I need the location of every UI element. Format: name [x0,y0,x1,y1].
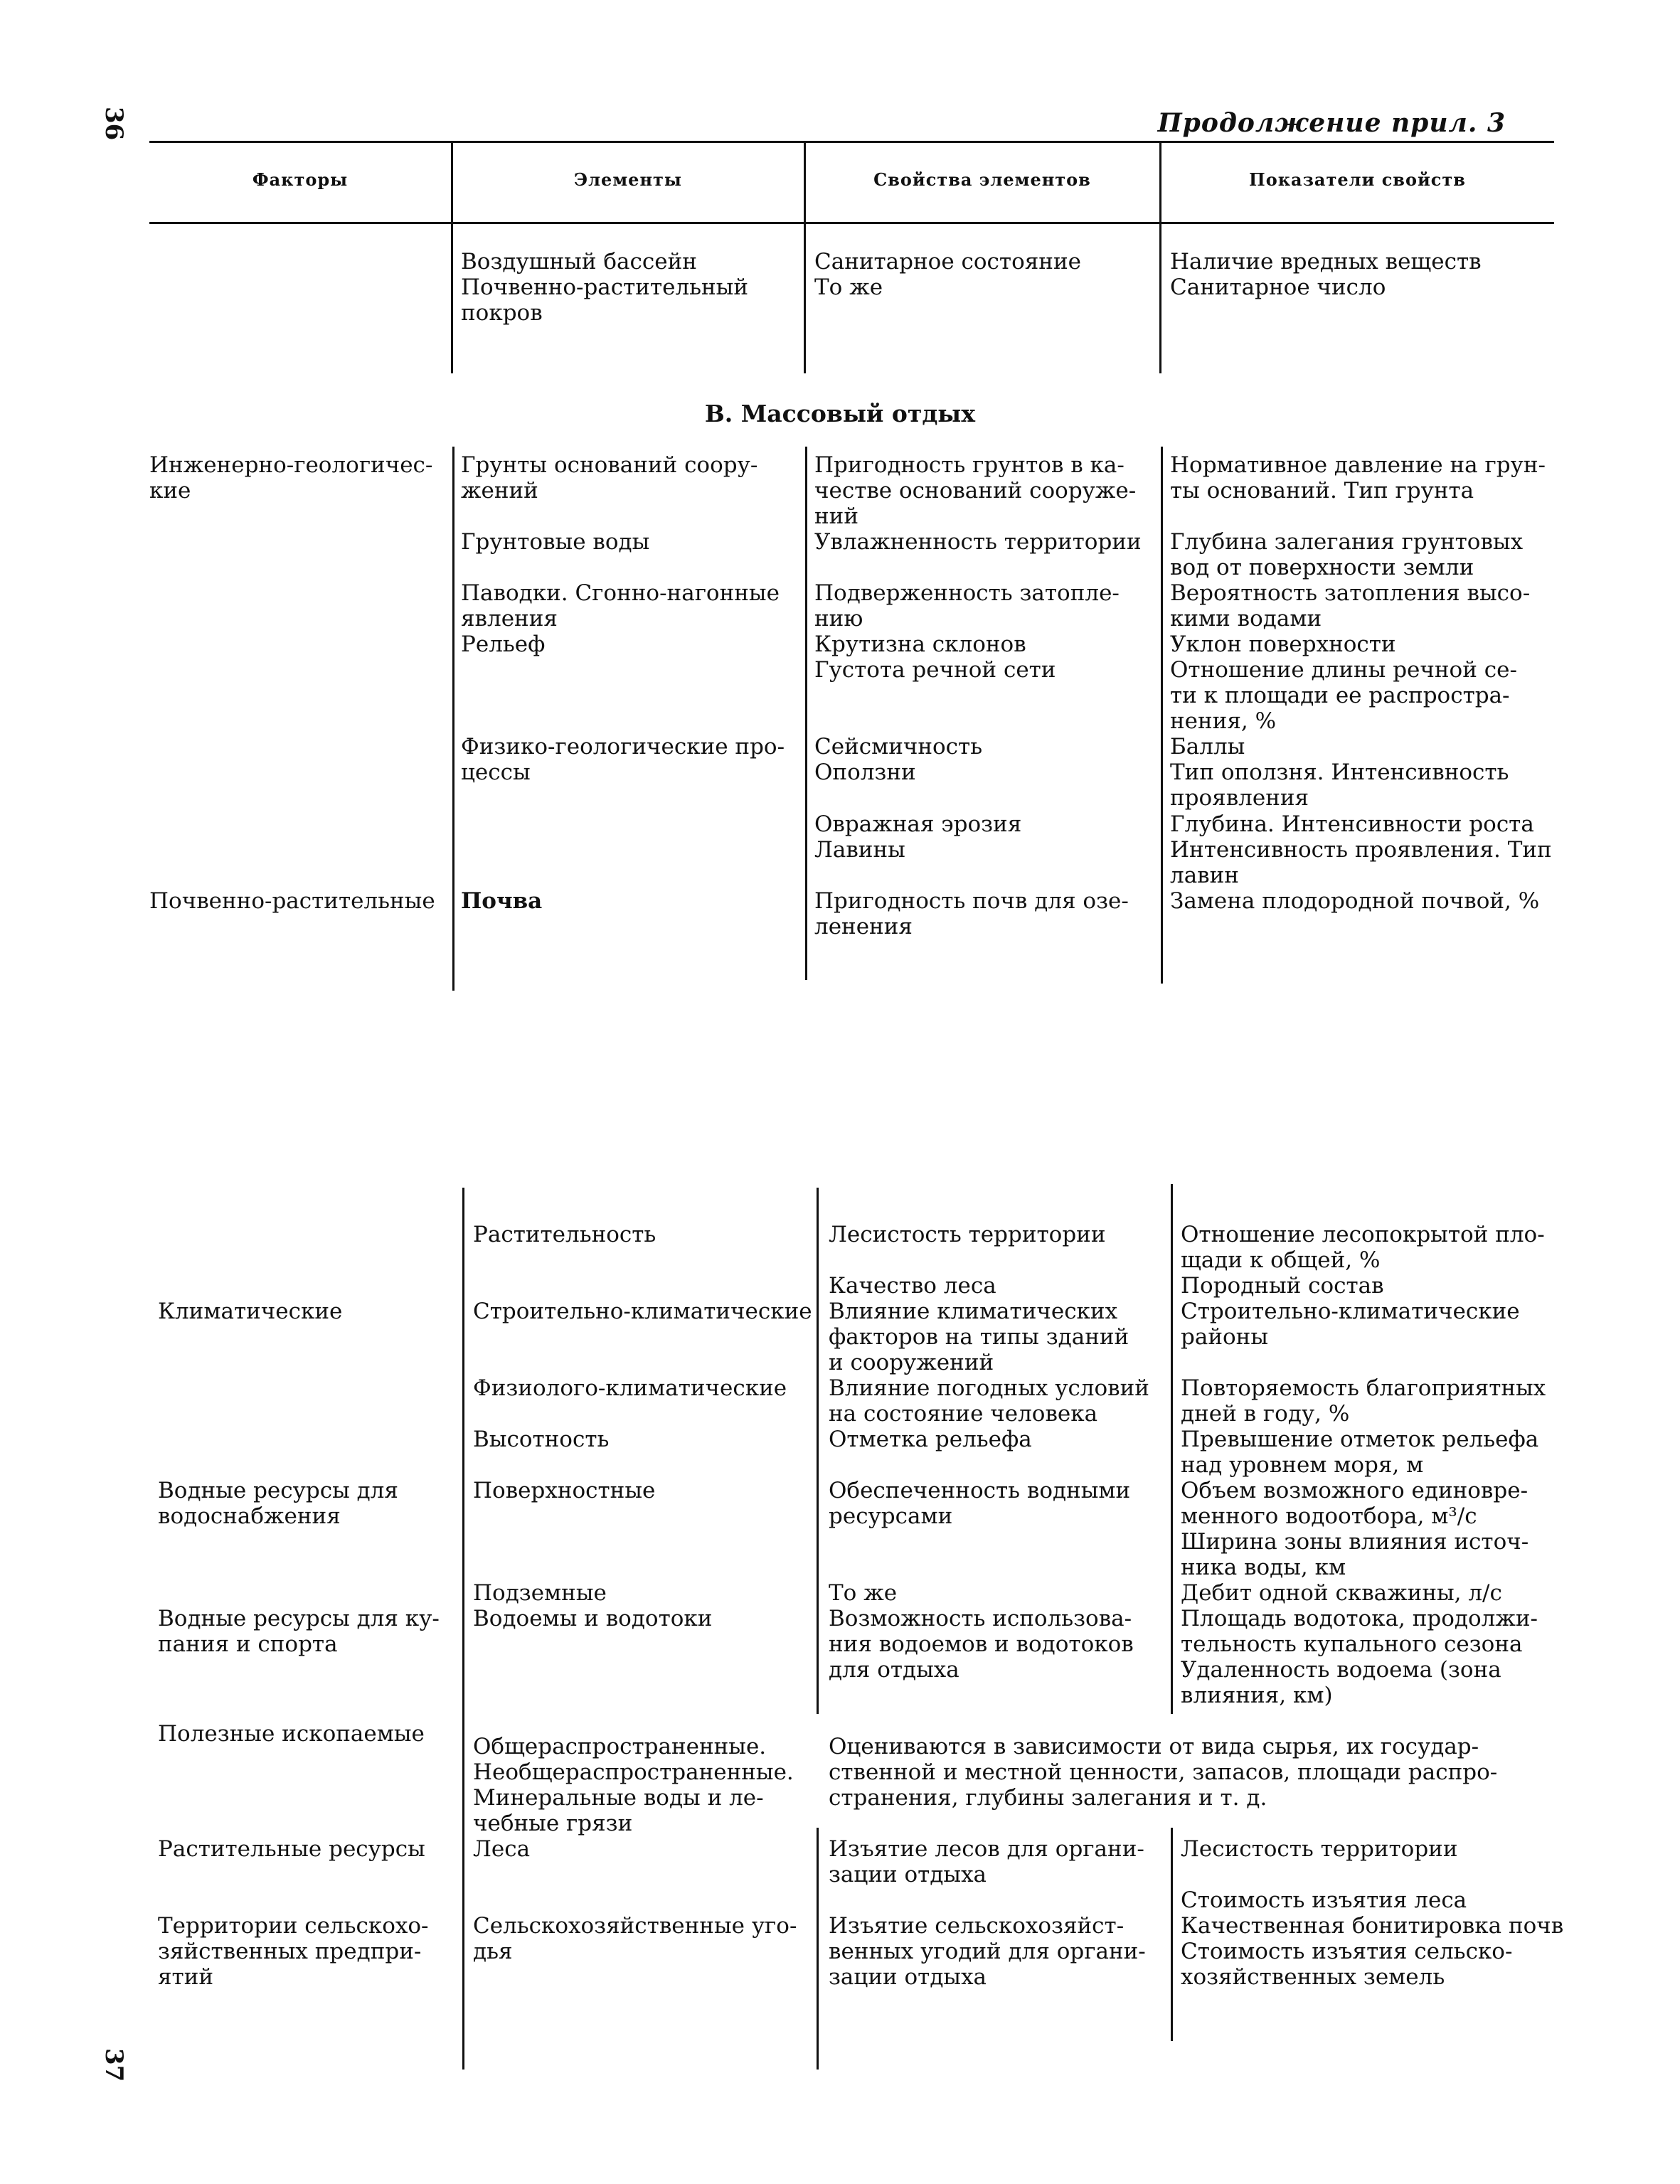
b-row7-property: Пригодность почв для озе- ленения [814,888,1129,939]
c-row11-property: Изъятие сельскохозяйст- венных угодий для органи- зации отдыха [829,1913,1146,1990]
b-row1-indicator: Нормативное давление на грун- ты оснований. Тип грунта [1170,452,1546,504]
b-row7-factor: Почвенно-растительные [149,888,435,914]
c-row8-property: Возможность использова- ния водоемов и водотоков для отдыха [829,1606,1134,1683]
bottom-divider-2-lower [817,1828,819,2070]
b-row5-element: Физико-геологические про- цессы [461,734,785,785]
c-row9-factor: Полезные ископаемые [158,1721,425,1747]
c-row4-element: Физиолого-климатические [473,1375,787,1401]
continuation-label: Продолжение прил. 3 [1157,108,1506,138]
top-divider-2 [804,224,806,373]
b-row1-property: Пригодность грунтов в ка- честве оснований сооруже- ний [814,452,1137,529]
b-row5-indicator: Баллы Тип оползня. Интенсивность проявления [1170,734,1509,811]
c-row10-property: Изъятие лесов для органи- зации отдыха [829,1836,1144,1887]
bottom-divider-1 [462,1188,464,2070]
section-title: В. Массовый отдых [704,400,976,427]
b-row5-property: Сейсмичность Оползни [814,734,983,785]
b-row1-element: Грунты оснований соору- жений [461,452,758,504]
c-row3-indicator: Строительно-климатические районы [1181,1299,1520,1350]
c-row2-property: Качество леса [829,1273,996,1299]
c-row3-property: Влияние климатических факторов на типы зданий и сооружений [829,1299,1129,1375]
page-number-bottom: 37 [100,2048,128,2082]
top-divider-1 [451,224,453,373]
b-row7-indicator: Замена плодородной почвой, % [1170,888,1540,914]
top-element: Воздушный бассейн Почвенно-растительный покров [461,249,749,326]
c-row10-factor: Растительные ресурсы [158,1836,425,1862]
c-row11-indicator: Качественная бонитировка почв Стоимость изъятия сельско- хозяйственных земель [1181,1913,1564,1990]
c-row10-element: Леса [473,1836,531,1862]
c-row6-property: Обеспеченность водными ресурсами [829,1478,1131,1529]
top-indicator: Наличие вредных веществ Санитарное число [1170,249,1482,300]
bottom-divider-3-upper [1171,1184,1173,1714]
header-indicators: Показатели свойств [1249,169,1466,190]
bottom-divider-2-upper [817,1188,819,1714]
c-row1-element: Растительность [473,1222,656,1247]
c-row1-indicator: Отношение лесопокрытой пло- щади к общей, % [1181,1222,1545,1273]
b-row4-property: Крутизна склонов Густота речной сети [814,632,1056,683]
b-row1-factor: Инженерно-геологичес- кие [149,452,433,504]
c-row10-indicator: Лесистость территории Стоимость изъятия леса [1181,1836,1467,1913]
header-top-rule [149,141,1554,143]
c-row7-element: Подземные [473,1580,607,1606]
c-row4-property: Влияние погодных условий на состояние человека [829,1375,1149,1427]
c-row8-factor: Водные ресурсы для ку- пания и спорта [158,1606,440,1657]
header-factors: Факторы [252,169,349,190]
c-row8-indicator: Площадь водотока, продолжи- тельность купального сезона Удаленность водоема (зона влияния, км) [1181,1606,1538,1708]
c-row11-element: Сельскохозяйственные уго- дья [473,1913,797,1964]
b-row7-element: Почва [461,888,543,914]
c-row7-indicator: Дебит одной скважины, л/с [1181,1580,1502,1606]
c-row9-span: Оцениваются в зависимости от вида сырья, их государ- ственной и местной ценности, запасов, площади распро- странения, глубины залегания и т. д. [829,1734,1498,1811]
c-row3-factor: Климатические [158,1299,343,1324]
b-row2-indicator: Глубина залегания грунтовых вод от поверхности земли [1170,529,1524,580]
c-row6-indicator: Объем возможного единовре- менного водоотбора, м³/с Ширина зоны влияния источ- ника воды, км [1181,1478,1529,1580]
header-properties: Свойства элементов [873,169,1091,190]
c-row4-indicator: Повторяемость благоприятных дней в году, % [1181,1375,1546,1427]
c-row7-property: То же [829,1580,898,1606]
b-row2-property: Увлажненность территории [814,529,1142,555]
b-row3-element: Паводки. Сгонно-нагонные явления [461,580,780,632]
b-row6-property: Овражная эрозия Лавины [814,811,1022,863]
b-row2-element: Грунтовые воды [461,529,650,555]
c-row5-property: Отметка рельефа [829,1427,1032,1452]
page-number-top: 36 [100,107,128,141]
c-row2-indicator: Породный состав [1181,1273,1384,1299]
sec-b-divider-1 [452,447,454,991]
sec-b-divider-2 [805,447,807,980]
header-elements: Элементы [574,169,682,190]
b-row4-element: Рельеф [461,632,546,657]
top-property: Санитарное состояние То же [814,249,1081,300]
header-bottom-rule [149,222,1554,224]
c-row5-indicator: Превышение отметок рельефа над уровнем моря, м [1181,1427,1539,1478]
c-row8-element: Водоемы и водотоки [473,1606,713,1631]
b-row3-indicator: Вероятность затопления высо- кими водами [1170,580,1531,632]
c-row5-element: Высотность [473,1427,610,1452]
c-row9-element: Общераспространенные. Необщераспространенные. Минеральные воды и ле- чебные грязи [473,1734,794,1836]
c-row3-element: Строительно-климатические [473,1299,812,1324]
b-row6-indicator: Глубина. Интенсивности роста Интенсивность проявления. Тип лавин [1170,811,1552,888]
c-row1-property: Лесистость территории [829,1222,1106,1247]
c-row6-element: Поверхностные [473,1478,656,1503]
b-row3-property: Подверженность затопле- нию [814,580,1120,632]
bottom-divider-3-lower [1171,1828,1173,2041]
c-row11-factor: Территории сельскохо- зяйственных предпри- ятий [158,1913,429,1990]
b-row4-indicator: Уклон поверхности Отношение длины речной се- ти к площади ее распростра- нения, % [1170,632,1517,734]
c-row6-factor: Водные ресурсы для водоснабжения [158,1478,398,1529]
